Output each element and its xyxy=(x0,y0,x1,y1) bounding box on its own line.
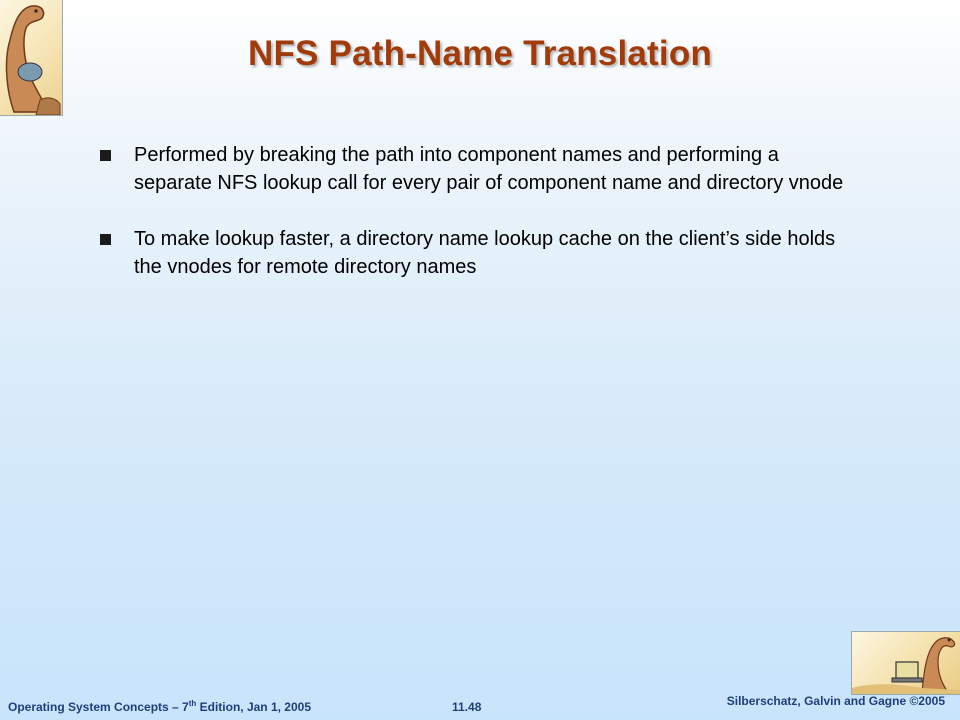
bullet-text: To make lookup faster, a directory name lookup cache on the client’s side holds the vnodes for remote directory names xyxy=(134,228,836,278)
bullet-list xyxy=(100,141,860,309)
bullet-item xyxy=(100,225,860,281)
footer-left-superscript: th xyxy=(188,699,197,708)
bullet-item xyxy=(100,141,860,197)
page-number: 11.48 xyxy=(452,700,482,714)
footer-left-suffix: Edition, Jan 1, 2005 xyxy=(196,700,312,714)
bullet-marker-icon xyxy=(100,150,111,161)
footer-copyright: Silberschatz, Galvin and Gagne ©2005 xyxy=(726,694,945,708)
bullet-marker-icon xyxy=(100,234,111,245)
footer-course-info xyxy=(8,699,311,714)
bullet-text: Performed by breaking the path into component names and performing a separate NFS lookup call for every pair of component name and directory vnode xyxy=(134,144,844,194)
dinosaur-laptop-logo-icon xyxy=(851,631,960,695)
slide-title: NFS Path-Name Translation xyxy=(248,34,712,73)
footer-left-prefix: Operating System Concepts – 7 xyxy=(8,700,189,714)
